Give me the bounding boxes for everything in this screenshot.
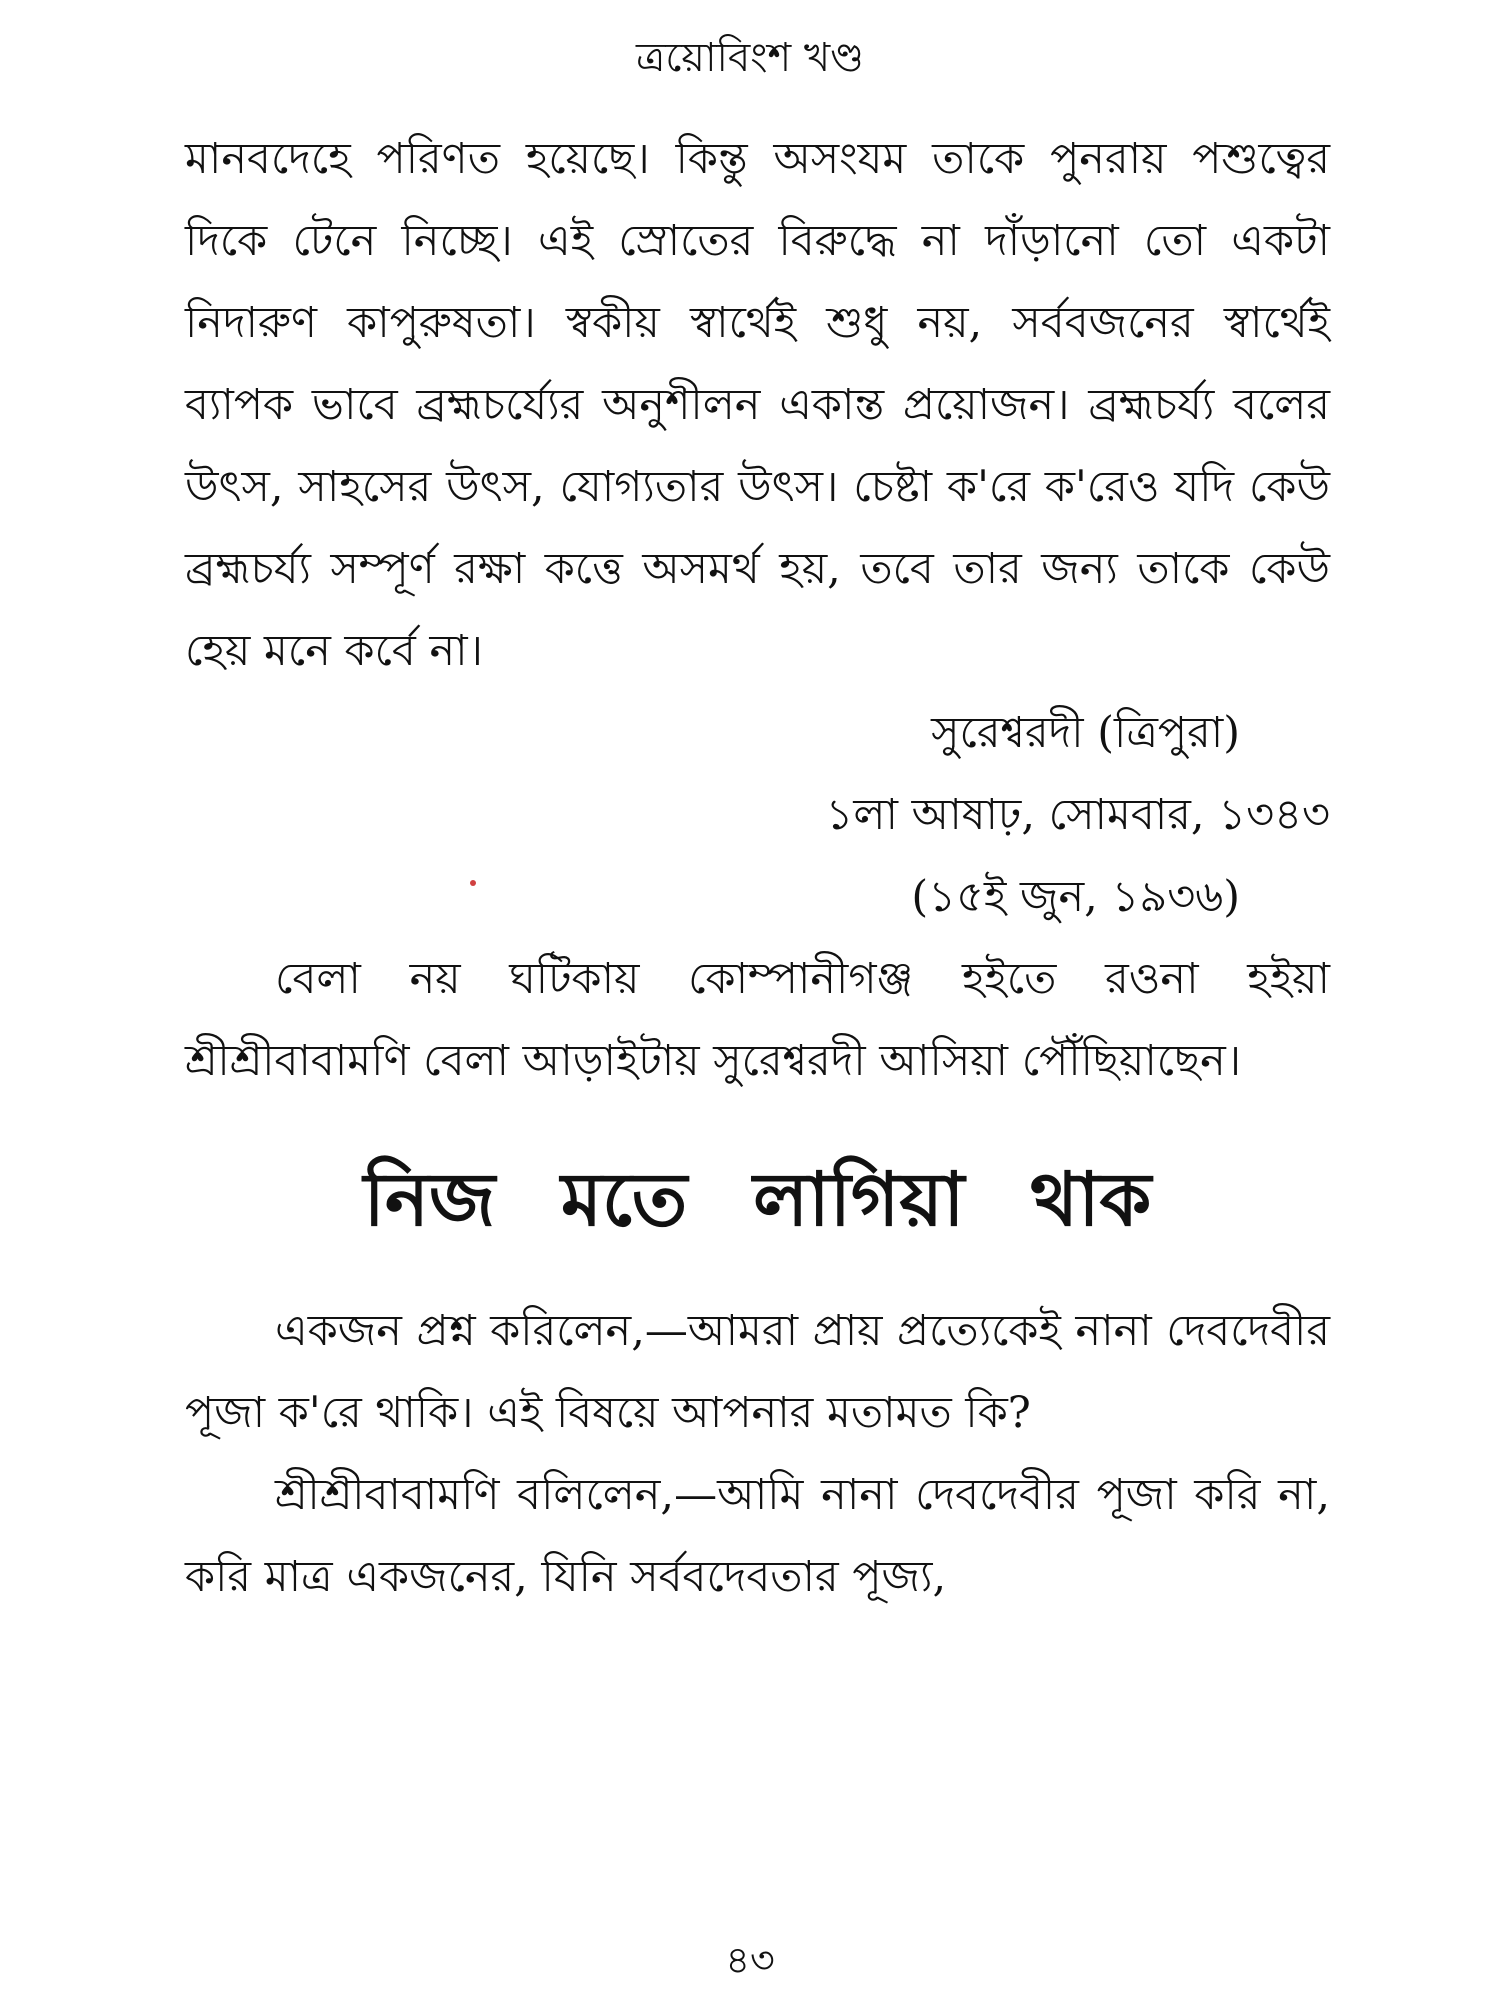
paragraph-question: একজন প্রশ্ন করিলেন,—আমরা প্রায় প্রত্যেকেই নানা দেবদেবীর পূজা ক'রে থাকি। এই বিষয়ে আপনার মতামত কি? — [185, 1306, 1330, 1438]
page-body — [185, 118, 1330, 1618]
paragraph-arrival: বেলা নয় ঘটিকায় কোম্পানীগঞ্জ হইতে রওনা হইয়া শ্রীশ্রীবাবামণি বেলা আড়াইটায় সুরেশ্বরদী আসিয়া পৌঁছিয়াছেন। — [185, 954, 1330, 1086]
page-number: ৪৩ — [725, 1938, 775, 1982]
paragraph-continued: মানবদেহে পরিণত হয়েছে। কিন্তু অসংযম তাকে পুনরায় পশুত্বের দিকে টেনে নিচ্ছে। এই স্রোতের বিরুদ্ধে না দাঁড়ানো তো একটা নিদারুণ কাপুরুষতা। স্বকীয় স্বার্থেই শুধু নয়, সর্ববজনের স্বার্থেই ব্যাপক ভাবে ব্রহ্মচর্য্যের অনুশীলন একান্ত প্রয়োজন। ব্রহ্মচর্য্য বলের উৎস, সাহসের উৎস, যোগ্যতার উৎস। চেষ্টা ক'রে ক'রেও যদি কেউ ব্রহ্মচর্য্য সম্পূর্ণ রক্ষা কত্তে অসমর্থ হয়, তবে তার জন্য তাকে কেউ হেয় মনে কর্বে না। — [185, 134, 1330, 676]
date-english: (১৫ই জুন, ১৯৩৬) — [911, 872, 1240, 922]
place-name: সুরেশ্বরদী (ত্রিপুরা) — [931, 708, 1240, 758]
section-heading: নিজ মতে লাগিয়া থাক — [363, 1157, 1152, 1243]
date-bengali: ১লা আষাঢ়, সোমবার, ১৩৪৩ — [825, 790, 1330, 840]
running-head: ত্রয়োবিংশ খণ্ড — [635, 35, 865, 81]
ink-speck — [470, 880, 476, 886]
paragraph-answer: শ্রীশ্রীবাবামণি বলিলেন,—আমি নানা দেবদেবীর পূজা করি না, করি মাত্র একজনের, যিনি সর্ববদেবতার পূজ্য, — [185, 1470, 1330, 1602]
